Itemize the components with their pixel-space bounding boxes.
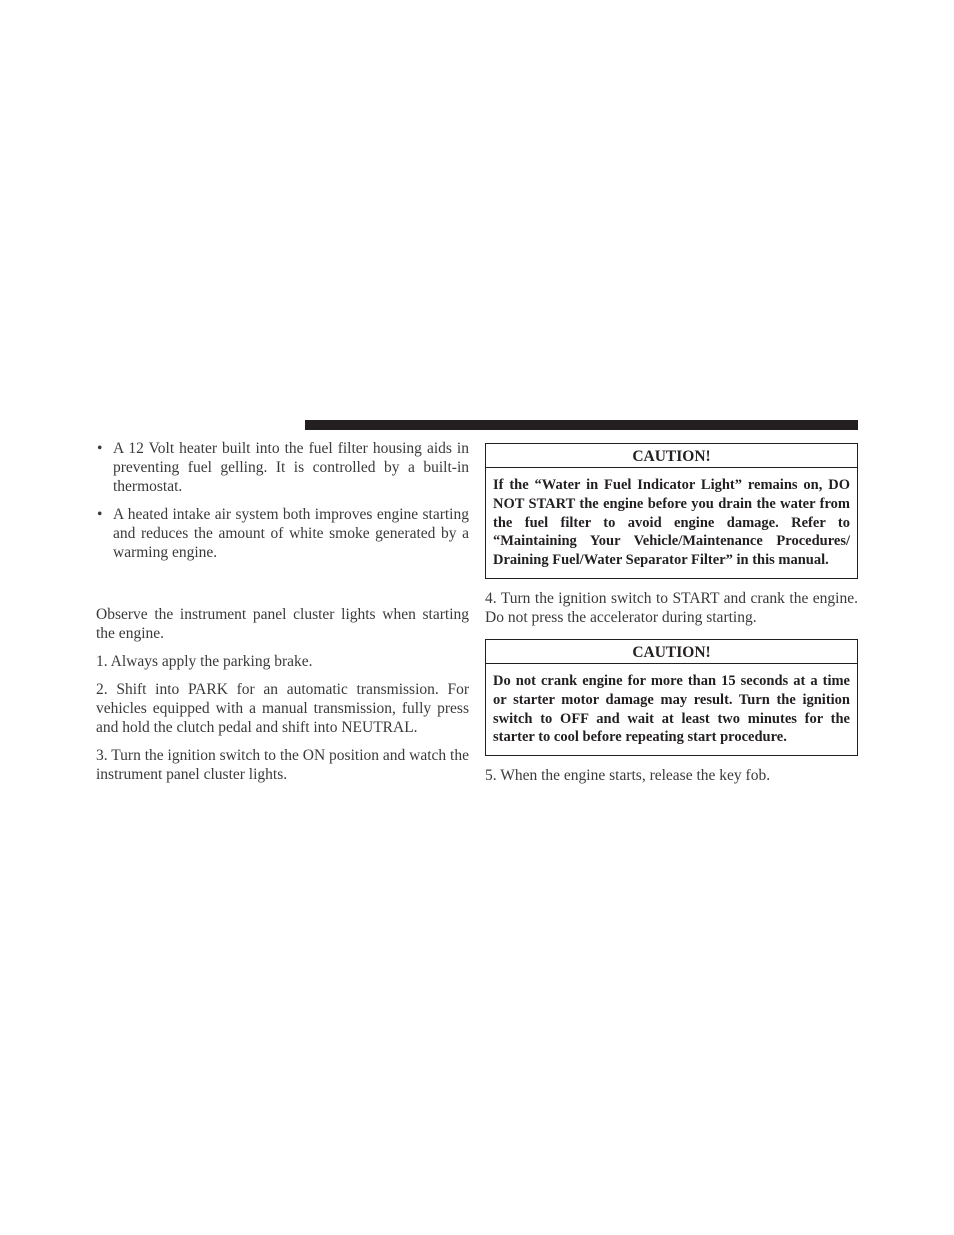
caution-box-cranking xyxy=(485,639,858,756)
bullet-icon: • xyxy=(97,506,103,523)
caution-body: Do not crank engine for more than 15 seconds at a time or starter motor damage may result. Turn the ignition switch to OFF and wait at least two minutes for the starter to cool before repeating start procedure. xyxy=(493,672,850,746)
step-4: 4. Turn the ignition switch to START and crank the engine. Do not press the accelerator during starting. xyxy=(485,589,858,626)
bullet-text: A heated intake air system both improves engine starting and reduces the amount of white smoke generated by a warming engine. xyxy=(113,506,469,561)
feature-bullet-list xyxy=(96,439,469,562)
caution-box-water-in-fuel xyxy=(485,443,858,579)
bullet-icon: • xyxy=(97,440,103,457)
intro-paragraph: Observe the instrument panel cluster lights when starting the engine. xyxy=(96,606,469,642)
left-column xyxy=(96,439,469,784)
step-5: 5. When the engine starts, release the key fob. xyxy=(485,767,771,785)
right-column xyxy=(485,443,858,785)
caution-title: CAUTION! xyxy=(486,640,857,664)
section-header-bar xyxy=(305,420,858,430)
bullet-item-intake-air xyxy=(96,505,469,562)
step-1: 1. Always apply the parking brake. xyxy=(96,653,313,670)
bullet-text: A 12 Volt heater built into the fuel filter housing aids in preventing fuel gelling. It is controlled by a built-in thermostat. xyxy=(113,440,469,495)
caution-title: CAUTION! xyxy=(486,444,857,468)
caution-body: If the “Water in Fuel Indicator Light” remains on, DO NOT START the engine before you drain the water from the fuel filter to avoid engine damage. Refer to “Maintaining Your Vehicle/Maintenance Procedures/ Draining Fuel/Water Separator Filter” in this manual. xyxy=(493,477,850,569)
bullet-item-fuel-heater xyxy=(96,439,469,496)
step-3: 3. Turn the ignition switch to the ON position and watch the instrument panel cluster lights. xyxy=(96,747,469,783)
step-2: 2. Shift into PARK for an automatic transmission. For vehicles equipped with a manual transmission, fully press and hold the clutch pedal and shift into NEUTRAL. xyxy=(96,681,469,736)
